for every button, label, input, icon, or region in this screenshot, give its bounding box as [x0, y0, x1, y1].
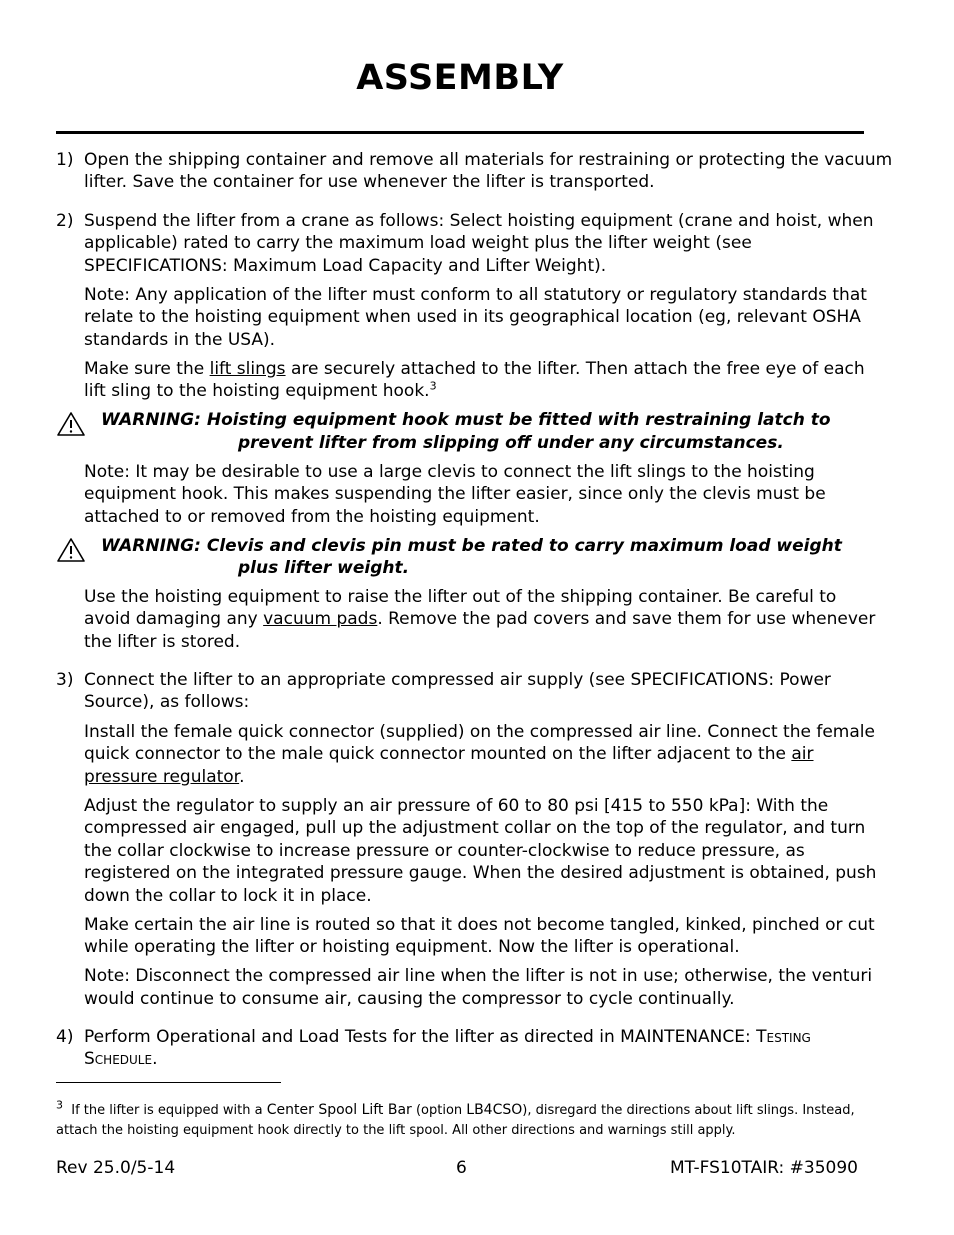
note-text: standards in the USA). — [84, 330, 276, 350]
note-text: would continue to consume air, causing the compressor to cycle continually. — [84, 989, 735, 1009]
note-text: Note: It may be desirable to use a large clevis to connect the lift slings to the hoisting — [84, 462, 815, 482]
raise-text: the lifter is stored. — [84, 632, 241, 652]
footnote-ref[interactable]: 3 — [429, 379, 437, 393]
adjust-text: compressed air engaged, pull up the adjustment collar on the top of the regulator, and turn — [84, 818, 866, 838]
adjust-text: registered on the integrated pressure gauge. When the desired adjustment is obtained, push — [84, 863, 877, 883]
note-text: Note: Disconnect the compressed air line when the lifter is not in use; otherwise, the venturi — [84, 966, 873, 986]
revision-label: Rev 25.0/5-14 — [56, 1158, 176, 1178]
footnote-text: $^3$ If the lifter is equipped with a Center Spool Lift Bar (option LB4CSO), disregard the directions about lift slings. Instead, — [56, 1098, 855, 1118]
slings-text: Make sure the lift slings are securely attached to the lifter. Then attach the free eye of each — [84, 359, 865, 379]
footnote-text: attach the hoisting equipment hook directly to the lift spool. All other directions and warnings still apply. — [56, 1123, 736, 1138]
raise-text: avoid damaging any vacuum pads. Remove the pad covers and save them for use whenever — [84, 609, 876, 629]
note-text: relate to the hoisting equipment when used in its geographical location (eg, relevant OSHA — [84, 307, 861, 327]
step2-text: SPECIFICATIONS: Maximum Load Capacity and Lifter Weight). — [84, 256, 607, 276]
step4-text: Perform Operational and Load Tests for the lifter as directed in MAINTENANCE: TESTING — [84, 1027, 811, 1047]
document-id: MT-FS10TAIR: #35090 — [670, 1158, 858, 1178]
note-text: Note: Any application of the lifter must conform to all statutory or regulatory standards that — [84, 285, 867, 305]
install-text: Install the female quick connector (supplied) on the compressed air line. Connect the female — [84, 722, 875, 742]
warning-text: prevent lifter from slipping off under any circumstances. — [238, 433, 784, 453]
air-pressure-regulator-link[interactable]: air — [791, 744, 814, 764]
step1-text: lifter. Save the container for use whenever the lifter is transported. — [84, 172, 655, 192]
step-number: 2) — [56, 211, 74, 231]
route-text: Make certain the air line is routed so that it does not become tangled, kinked, pinched or cut — [84, 915, 875, 935]
step-number: 4) — [56, 1027, 74, 1047]
lift-slings-link[interactable]: lift slings — [209, 359, 286, 379]
title-divider — [56, 131, 864, 134]
step-number: 1) — [56, 150, 74, 170]
page-title: ASSEMBLY — [356, 58, 564, 98]
install-text: pressure regulator. — [84, 767, 245, 787]
slings-text: lift sling to the hoisting equipment hook.$^3$ — [84, 379, 437, 401]
warning-text: WARNING: Hoisting equipment hook must be fitted with restraining latch to — [101, 410, 831, 430]
raise-text: Use the hoisting equipment to raise the lifter out of the shipping container. Be careful to — [84, 587, 837, 607]
footnote-divider — [56, 1082, 281, 1083]
warning-triangle-icon — [56, 537, 86, 563]
warning-text: WARNING: Clevis and clevis pin must be rated to carry maximum load weight — [101, 536, 842, 556]
air-pressure-regulator-link[interactable]: pressure regulator — [84, 767, 240, 787]
step2-text: applicable) rated to carry the maximum load weight plus the lifter weight (see — [84, 233, 752, 253]
warning-text: plus lifter weight. — [238, 558, 410, 578]
step1-text: Open the shipping container and remove all materials for restraining or protecting the vacuum — [84, 150, 893, 170]
step2-text: Suspend the lifter from a crane as follows: Select hoisting equipment (crane and hoist, when — [84, 211, 874, 231]
step4-text: SCHEDULE. — [84, 1049, 158, 1069]
note-text: attached to or removed from the hoisting equipment. — [84, 507, 540, 527]
note-text: equipment hook. This makes suspending the lifter easier, since only the clevis must be — [84, 484, 826, 504]
adjust-text: down the collar to lock it in place. — [84, 886, 372, 906]
route-text: while operating the lifter or hoisting equipment. Now the lifter is operational. — [84, 937, 740, 957]
footnote-marker: 3 — [56, 1098, 63, 1112]
install-text: quick connector to the male quick connector mounted on the lifter adjacent to the air — [84, 744, 814, 764]
page-number: 6 — [456, 1158, 467, 1178]
step-number: 3) — [56, 670, 74, 690]
warning-triangle-icon — [56, 411, 86, 437]
adjust-text: the collar clockwise to increase pressure or counter-clockwise to reduce pressure, as — [84, 841, 805, 861]
step3-text: Source), as follows: — [84, 692, 250, 712]
step3-text: Connect the lifter to an appropriate compressed air supply (see SPECIFICATIONS: Power — [84, 670, 831, 690]
adjust-text: Adjust the regulator to supply an air pressure of 60 to 80 psi [415 to 550 kPa]: With the — [84, 796, 829, 816]
vacuum-pads-link[interactable]: vacuum pads — [263, 609, 378, 629]
